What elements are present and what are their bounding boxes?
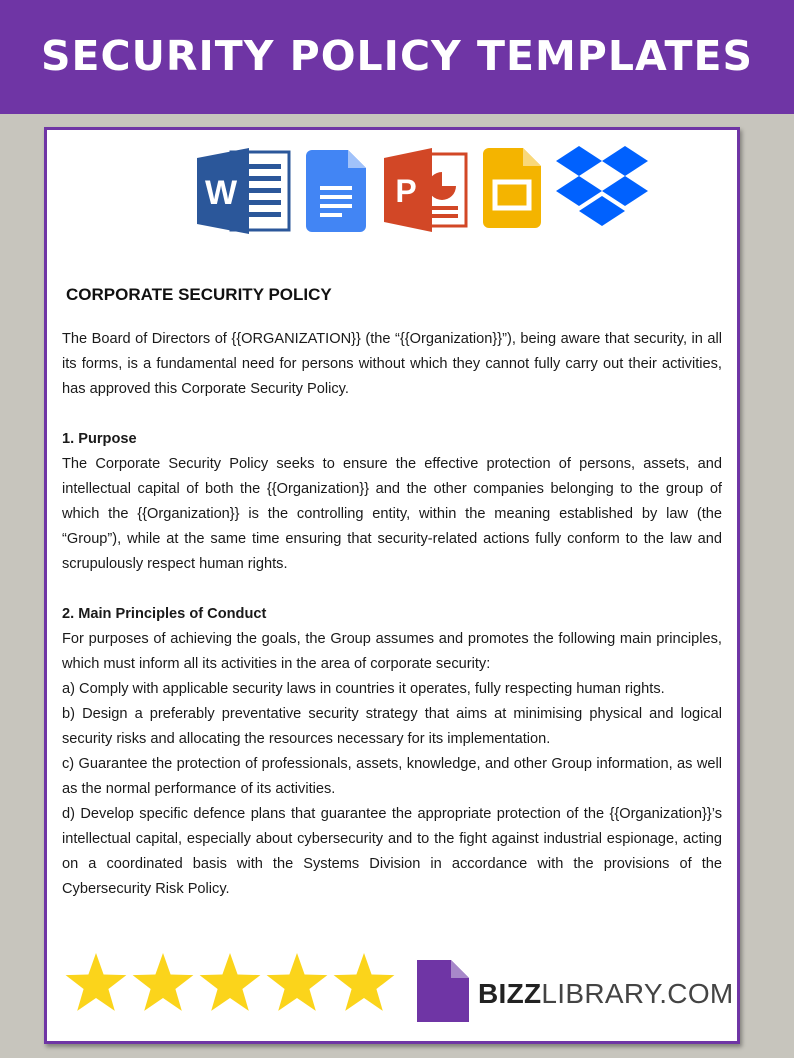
section-heading-principles: 2. Main Principles of Conduct: [62, 606, 267, 622]
powerpoint-icon[interactable]: [384, 148, 468, 232]
section-heading-purpose: 1. Purpose: [62, 431, 137, 447]
bizzlibrary-logo[interactable]: [417, 960, 737, 1024]
dropbox-icon[interactable]: [555, 146, 649, 234]
star-icon: [267, 953, 328, 1011]
star-icon: [66, 953, 127, 1011]
intro-paragraph: The Board of Directors of {{ORGANIZATION}} (the “{{Organization}}”), being aware that security, in all its forms, is a fundamental need for persons without which they cannot fully carry out their activities, has approved this Corporate Security Policy.: [62, 331, 722, 397]
powerpoint-icon-letter: P: [395, 173, 417, 209]
purpose-paragraph: The Corporate Security Policy seeks to ensure the effective protection of persons, assets, and intellectual capital of both the {{Organization}} and the other companies belonging to the group of which the {{Organization}} is the controlling entity, within the meaning established by law (the “Group”), while at the same time ensuring that security-related actions fully conform to the law and scrupulously respect human rights.: [62, 456, 722, 572]
star-icon: [334, 953, 395, 1011]
principles-intro: For purposes of achieving the goals, the Group assumes and promotes the following main principles, which must inform all its activities in the area of corporate security:: [62, 631, 722, 672]
document-title: CORPORATE SECURITY POLICY: [66, 285, 332, 304]
app-icons-row: [197, 146, 649, 238]
star-icon: [200, 953, 261, 1011]
principle-item: c) Guarantee the protection of professionals, assets, knowledge, and other Group information, as well as the normal performance of its activities.: [62, 756, 722, 797]
header-banner: [0, 0, 794, 114]
document-body: [62, 327, 722, 897]
star-icon: [133, 953, 194, 1011]
bizzlibrary-wordmark: [478, 978, 734, 1010]
star-rating: [63, 952, 395, 1016]
word-icon[interactable]: [197, 146, 289, 236]
word-icon-letter: W: [204, 174, 238, 212]
document-preview-card: [44, 127, 740, 1044]
banner-title: SECURITY POLICY TEMPLATES: [40, 32, 753, 80]
principle-item: a) Comply with applicable security laws in countries it operates, fully respecting human rights.: [62, 681, 665, 697]
principle-item: d) Develop specific defence plans that guarantee the appropriate protection of the {{Organization}}’s intellectual capital, especially about cybersecurity and to the fight against industrial espionage, acting on a coordinated basis with the Systems Division in accordance with the provisions of the Cybersecurity Risk Policy.: [62, 806, 722, 897]
bizzlibrary-doc-icon: [417, 960, 469, 1022]
principle-item: b) Design a preferably preventative security strategy that aims at minimising physical and logical security risks and allocating the resources necessary for its implementation.: [62, 706, 722, 747]
google-slides-icon[interactable]: [483, 148, 541, 228]
google-docs-icon[interactable]: [306, 150, 366, 232]
brand-rest: LIBRARY.COM: [541, 978, 734, 1009]
brand-bold: BIZZ: [478, 978, 542, 1009]
